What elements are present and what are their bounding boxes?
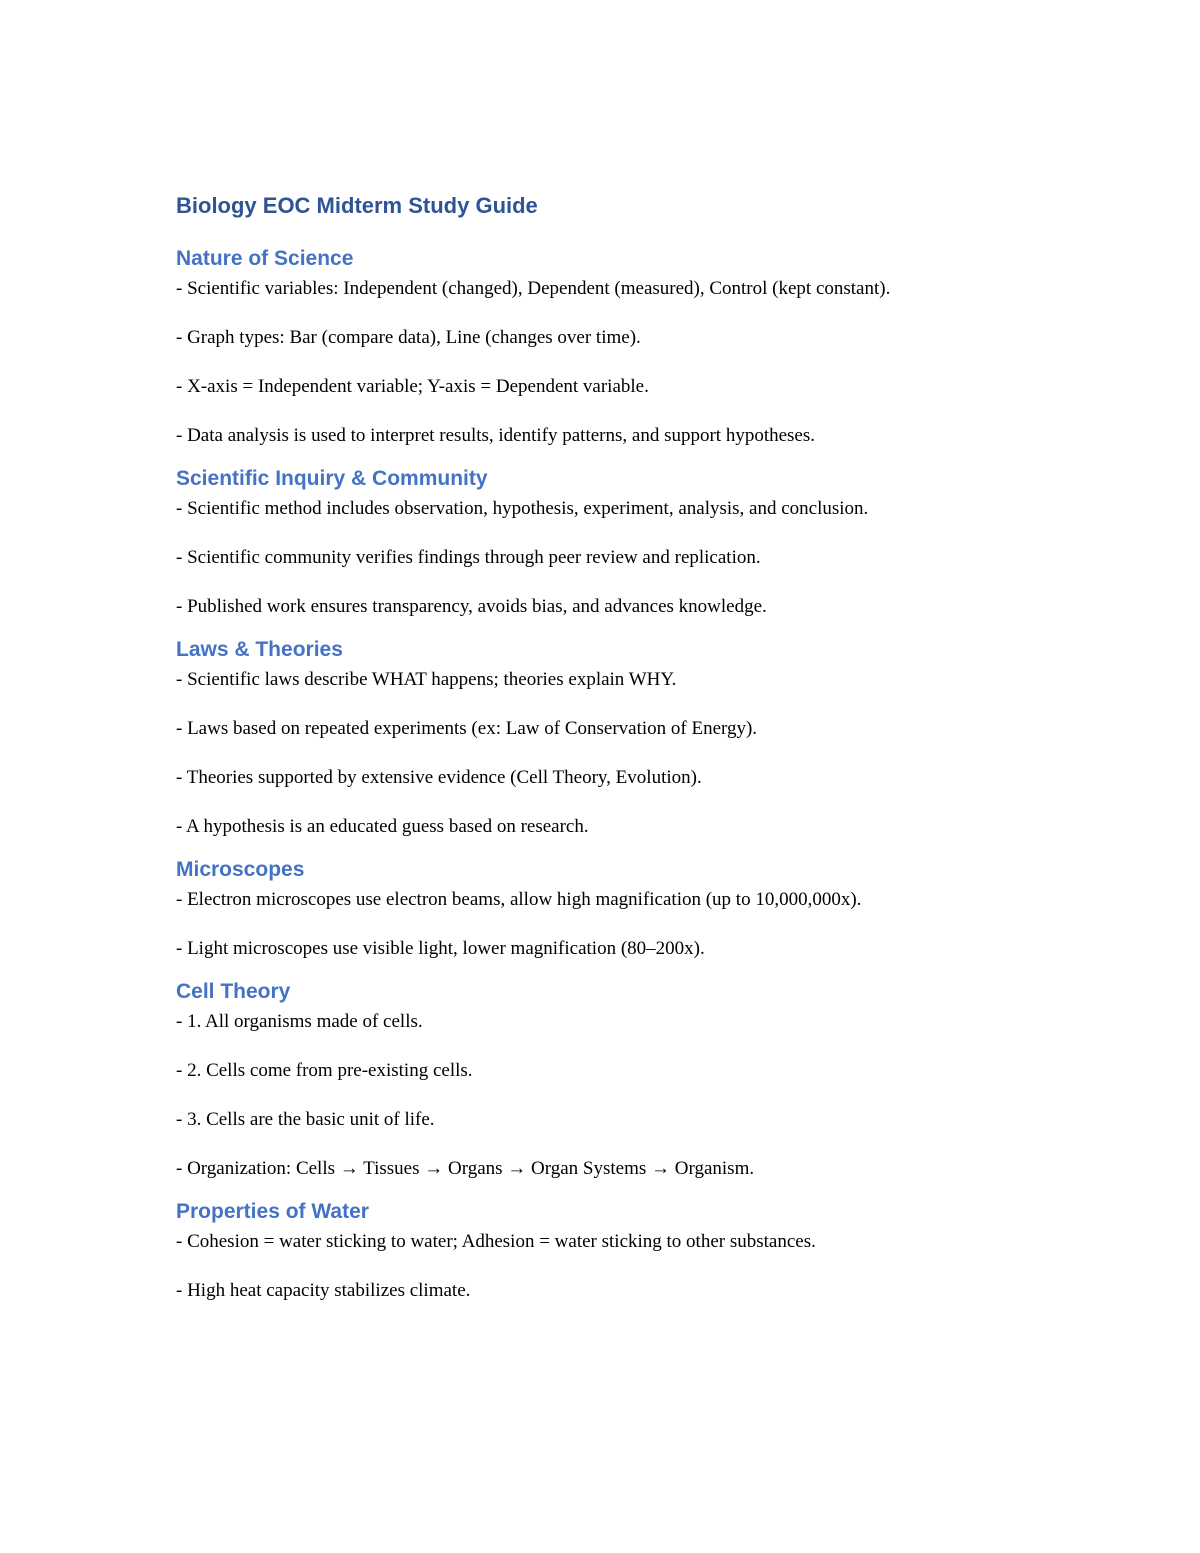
section-cell-theory [176, 977, 1026, 1183]
list-item: - 3. Cells are the basic unit of life. [176, 1109, 435, 1130]
list-item: - Light microscopes use visible light, lower magnification (80–200x). [176, 938, 705, 959]
list-item: - Organization: Cells → Tissues → Organs → Organ Systems → Organism. [176, 1158, 755, 1179]
list-item: - Electron microscopes use electron beams, allow high magnification (up to 10,000,000x). [176, 889, 862, 910]
list-item: - High heat capacity stabilizes climate. [176, 1280, 471, 1301]
list-item: - 1. All organisms made of cells. [176, 1011, 423, 1032]
list-item: - Scientific method includes observation, hypothesis, experiment, analysis, and conclusion. [176, 498, 869, 519]
list-item: - Laws based on repeated experiments (ex: Law of Conservation of Energy). [176, 718, 758, 739]
section-heading: Properties of Water [176, 1200, 369, 1223]
section-properties-of-water [176, 1197, 1026, 1305]
section-microscopes [176, 855, 1026, 963]
section-heading: Nature of Science [176, 247, 354, 270]
list-item: - Scientific laws describe WHAT happens; theories explain WHY. [176, 669, 677, 690]
section-nature-of-science [176, 244, 1026, 450]
list-item: - Cohesion = water sticking to water; Adhesion = water sticking to other substances. [176, 1231, 816, 1252]
list-item: - Data analysis is used to interpret results, identify patterns, and support hypotheses. [176, 425, 816, 446]
list-item: - X-axis = Independent variable; Y-axis = Dependent variable. [176, 376, 649, 397]
list-item: - 2. Cells come from pre-existing cells. [176, 1060, 473, 1081]
section-scientific-inquiry [176, 464, 1026, 621]
section-heading: Scientific Inquiry & Community [176, 467, 488, 490]
section-heading: Laws & Theories [176, 638, 343, 661]
document-body [176, 190, 1026, 1319]
section-heading: Microscopes [176, 858, 305, 881]
section-heading: Cell Theory [176, 980, 291, 1003]
list-item: - Published work ensures transparency, avoids bias, and advances knowledge. [176, 596, 767, 617]
list-item: - Scientific community verifies findings through peer review and replication. [176, 547, 761, 568]
section-laws-theories [176, 635, 1026, 841]
list-item: - Scientific variables: Independent (changed), Dependent (measured), Control (kept constant). [176, 278, 891, 299]
list-item: - Theories supported by extensive evidence (Cell Theory, Evolution). [176, 767, 702, 788]
list-item: - A hypothesis is an educated guess based on research. [176, 816, 589, 837]
document-title: Biology EOC Midterm Study Guide [176, 193, 538, 218]
list-item: - Graph types: Bar (compare data), Line (changes over time). [176, 327, 641, 348]
